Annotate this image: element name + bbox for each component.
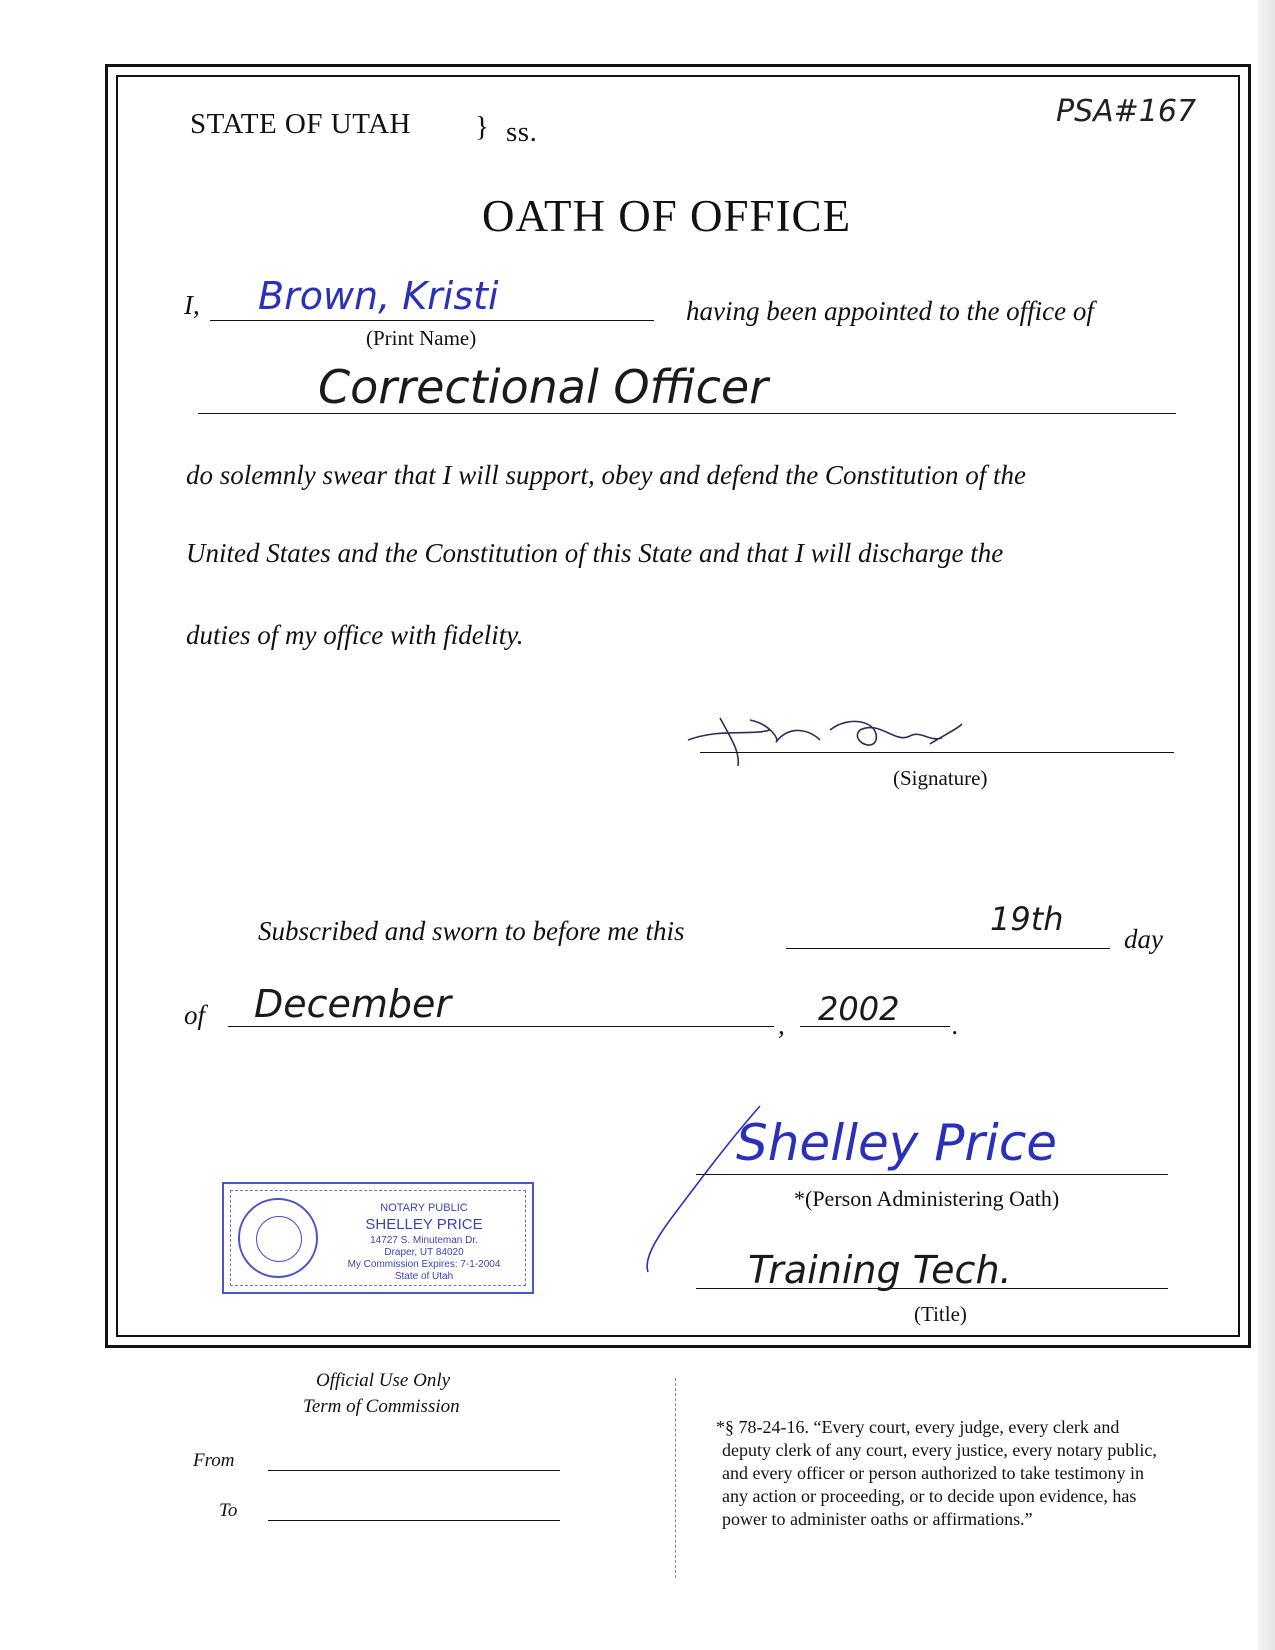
- month-line: [228, 1026, 774, 1027]
- ss-label: ss.: [506, 116, 538, 148]
- statute-line-3: and every officer or person authorized to take testimony in: [722, 1463, 1145, 1483]
- from-line: [268, 1470, 560, 1471]
- name-caption: (Print Name): [366, 326, 477, 350]
- stamp-line-6: State of Utah: [394, 1271, 454, 1282]
- month-value: December: [254, 982, 452, 1026]
- month-comma: ,: [778, 1010, 785, 1040]
- statute-line-2: deputy clerk of any court, every justice, every notary public,: [722, 1440, 1157, 1460]
- appointed-text: having been appointed to the office of: [686, 296, 1094, 326]
- day-label: day: [1124, 924, 1163, 954]
- notary-stamp: [222, 1182, 534, 1294]
- state-seal-icon: [238, 1198, 318, 1278]
- stamp-line-2: SHELLEY PRICE: [365, 1216, 483, 1233]
- name-value: Brown, Kristi: [258, 274, 499, 318]
- signature-line: [700, 752, 1174, 753]
- office-value: Correctional Officer: [318, 360, 769, 414]
- brace: }: [475, 111, 490, 143]
- oath-body-line-2: United States and the Constitution of this State and that I will discharge the: [186, 538, 1004, 568]
- scan-edge: [1258, 0, 1275, 1650]
- oath-body-line-3: duties of my office with fidelity.: [186, 620, 524, 650]
- stamp-line-4: Draper, UT 84020: [384, 1247, 464, 1258]
- state-heading: STATE OF UTAH: [190, 108, 411, 140]
- title-value: Training Tech.: [748, 1248, 1012, 1292]
- signature-image: [680, 700, 970, 770]
- from-label: From: [193, 1450, 235, 1471]
- day-line: [786, 948, 1110, 949]
- document-title: OATH OF OFFICE: [482, 191, 852, 241]
- statute-line-5: power to administer oaths or affirmations.”: [722, 1509, 1033, 1529]
- footer-divider: [675, 1378, 676, 1578]
- stamp-line-5: My Commission Expires: 7-1-2004: [347, 1259, 501, 1270]
- statute-line-1: *§ 78-24-16. “Every court, every judge, every clerk and: [716, 1417, 1120, 1437]
- to-label: To: [219, 1500, 238, 1521]
- term-of-commission: Term of Commission: [303, 1396, 460, 1417]
- official-use-heading: Official Use Only: [316, 1370, 451, 1391]
- stamp-line-1: NOTARY PUBLIC: [380, 1202, 468, 1214]
- year-value: 2002: [818, 990, 900, 1028]
- sworn-text: Subscribed and sworn to before me this: [258, 916, 685, 946]
- oath-body-line-1: do solemnly swear that I will support, obey and defend the Constitution of the: [186, 460, 1026, 490]
- administrator-signature: Shelley Price: [736, 1114, 1058, 1172]
- oath-intro: I,: [184, 290, 200, 320]
- name-line: [210, 320, 654, 321]
- title-caption: (Title): [914, 1302, 967, 1326]
- day-value: 19th: [990, 900, 1064, 938]
- of-label: of: [184, 1000, 206, 1030]
- stamp-line-3: 14727 S. Minuteman Dr.: [370, 1235, 478, 1246]
- reference-number: PSA#167: [1056, 94, 1197, 129]
- administrator-caption: *(Person Administering Oath): [794, 1186, 1060, 1211]
- to-line: [268, 1520, 560, 1521]
- signature-caption: (Signature): [893, 766, 988, 790]
- year-period: .: [952, 1010, 959, 1040]
- statute-line-4: any action or proceeding, or to decide upon evidence, has: [722, 1486, 1137, 1506]
